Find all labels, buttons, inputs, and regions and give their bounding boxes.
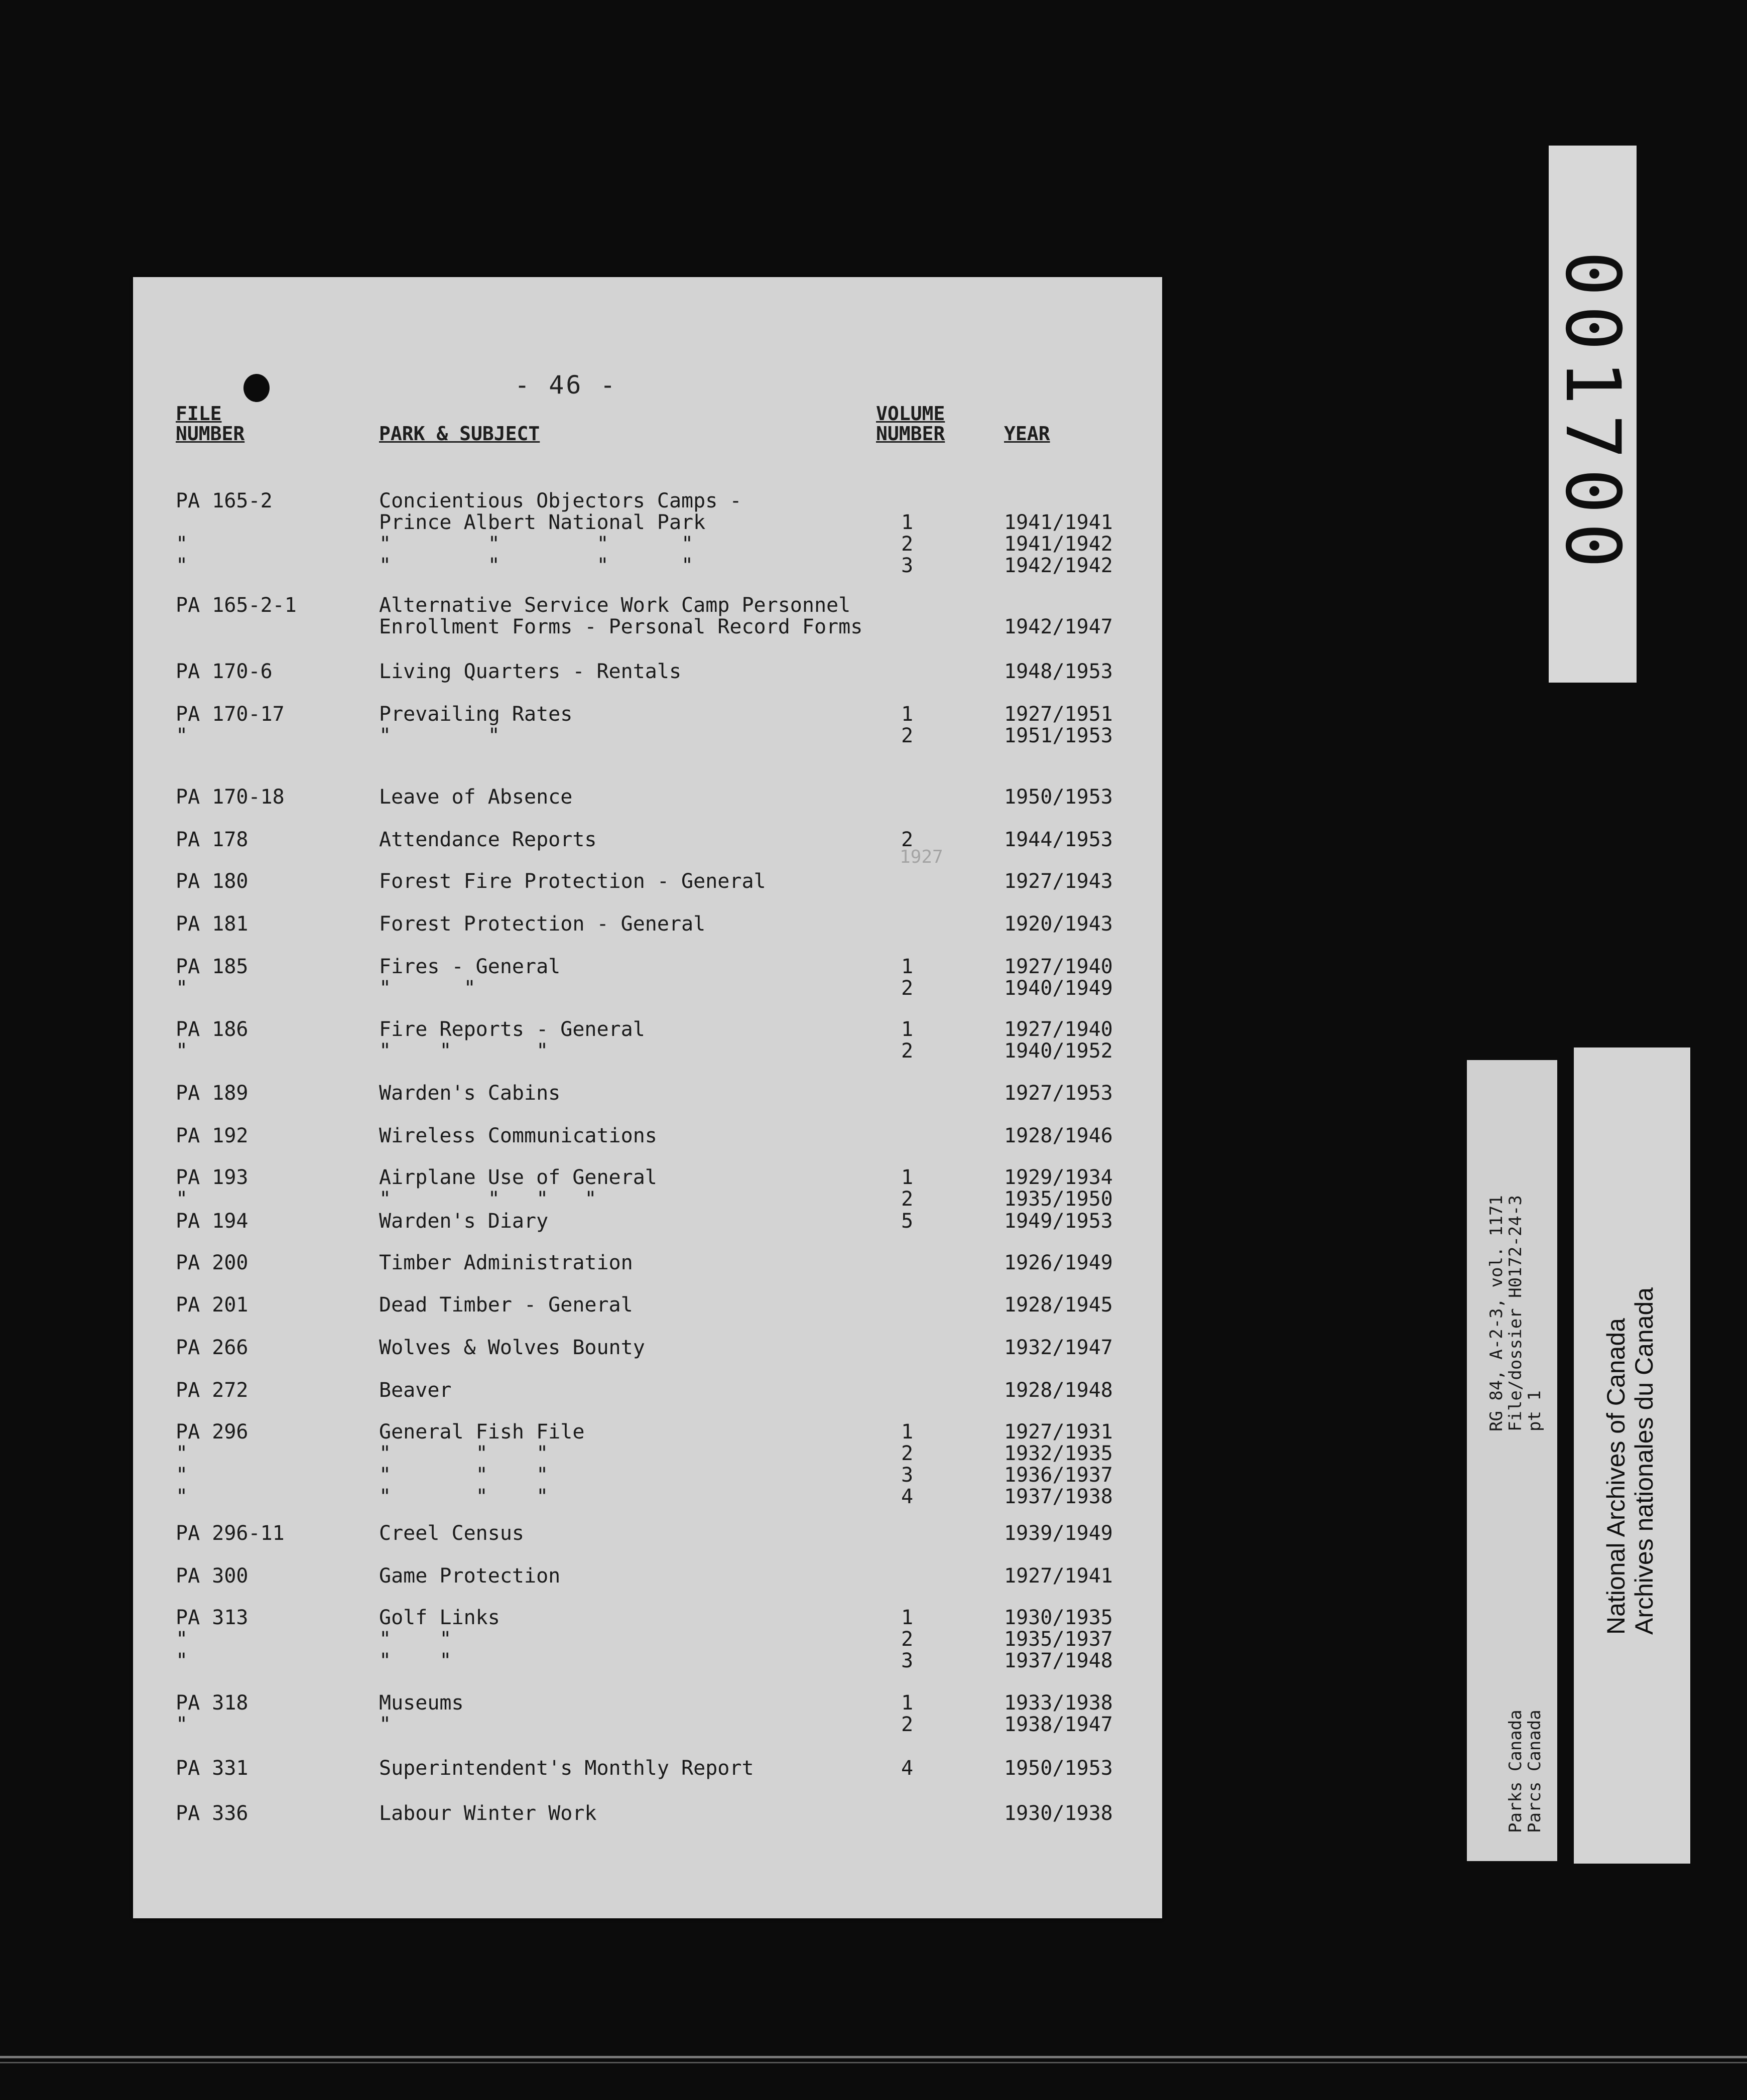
entry-file-line: PA 266 (176, 1336, 248, 1359)
entry-subject-line: Enrollment Forms - Personal Record Forms (379, 615, 863, 638)
entry-subject-line: Leave of Absence (379, 785, 573, 809)
entry-file-line: PA 181 (176, 912, 248, 936)
entry-year-column (1004, 1380, 1113, 1401)
document-page (133, 277, 1162, 1918)
entry-file-column (176, 786, 285, 808)
entry-subject-column (379, 1380, 452, 1401)
entry-subject-line: Superintendent's Monthly Report (379, 1757, 754, 1780)
entry-volume-line: 2 (901, 977, 914, 1000)
entry-year-line: 1927/1940 (1004, 1018, 1113, 1041)
entry-subject-line: " " (379, 1649, 452, 1672)
entry-volume-column (901, 490, 913, 577)
entry-volume-line: 2 (901, 1713, 914, 1736)
entry-volume-line: 1 (901, 1691, 914, 1715)
entry-subject-column (379, 1607, 500, 1672)
entry-subject-column (379, 704, 572, 747)
entry-year-column (1004, 871, 1113, 892)
entry-subject-column (379, 829, 596, 851)
entry-volume-line: 2 (901, 724, 914, 747)
entry-subject-line: " " (379, 977, 476, 1000)
entry-file-column (176, 871, 248, 892)
entry-subject-line: " " " (379, 1442, 549, 1465)
entry-subject-column (379, 1565, 560, 1587)
entry-file-line: PA 201 (176, 1293, 248, 1317)
entry-subject-line: Museums (379, 1691, 464, 1715)
agency-text (1506, 1710, 1544, 1833)
entry-year-column (1004, 1083, 1113, 1104)
faint-bleed-through-text: 1927 (900, 847, 943, 867)
entry-file-column (176, 1337, 248, 1359)
entry-year-line: 1941/1941 (1004, 511, 1113, 534)
frame-number-strip (1549, 146, 1637, 683)
entry-file-column (176, 490, 273, 577)
entry-volume-line: 3 (901, 554, 914, 577)
entry-volume-line: 2 (901, 1188, 914, 1211)
entry-file-column (176, 1211, 248, 1232)
entry-file-line: PA 272 (176, 1379, 248, 1402)
entry-file-column (176, 1607, 248, 1672)
entry-file-column (176, 1523, 285, 1544)
entry-subject-line: Forest Protection - General (379, 912, 706, 936)
entry-volume-column (901, 1692, 913, 1736)
entry-subject-line: Warden's Diary (379, 1210, 549, 1233)
entry-file-line: " (176, 977, 188, 1000)
entry-file-column (176, 829, 248, 851)
entry-subject-line: " " " " (379, 554, 694, 577)
entry-file-line: PA 170-6 (176, 660, 273, 683)
reference-line-3: pt 1 (1525, 1390, 1545, 1431)
entry-file-column (176, 1083, 248, 1104)
entry-file-column (176, 704, 285, 747)
entry-file-line: " (176, 1713, 188, 1736)
entry-volume-column (901, 1167, 913, 1210)
entry-file-line: PA 336 (176, 1802, 248, 1825)
entry-subject-column (379, 1252, 633, 1274)
entry-year-line: 1951/1953 (1004, 724, 1113, 747)
entry-year-line: 1927/1940 (1004, 955, 1113, 978)
entry-subject-column (379, 1421, 584, 1508)
entry-file-line: PA 180 (176, 870, 248, 893)
entry-volume-line: 1 (901, 1420, 914, 1443)
entry-subject-line: " " (379, 1628, 452, 1651)
entry-file-line: " (176, 554, 188, 577)
entry-volume-column (901, 829, 913, 851)
entry-subject-column (379, 490, 741, 577)
entry-file-line: " (176, 1039, 188, 1063)
entry-file-column (176, 913, 248, 935)
entry-year-line: 1935/1950 (1004, 1188, 1113, 1211)
entry-file-line: " (176, 1485, 188, 1508)
agency-line-1: Parks Canada (1506, 1710, 1526, 1833)
entry-file-line: " (176, 1628, 188, 1651)
entry-file-line: PA 189 (176, 1082, 248, 1105)
entry-subject-column (379, 1803, 596, 1824)
entry-year-column (1004, 1421, 1113, 1508)
entry-subject-line: " " " " (379, 1188, 597, 1211)
header-volume-line1: VOLUME (876, 403, 945, 425)
entry-subject-line: " " " " (379, 533, 694, 556)
entry-file-column (176, 1294, 248, 1316)
entry-file-column (176, 1758, 248, 1779)
entry-volume-line: 4 (901, 1485, 914, 1508)
entry-file-column (176, 661, 273, 683)
entry-file-line: PA 313 (176, 1606, 248, 1629)
entry-file-line: PA 193 (176, 1166, 248, 1189)
entry-file-line: PA 296-11 (176, 1522, 285, 1545)
entry-file-line: PA 185 (176, 955, 248, 978)
header-park-subject: PARK & SUBJECT (379, 423, 540, 445)
entry-file-line: PA 165-2-1 (176, 594, 297, 617)
header-year: YEAR (1004, 423, 1050, 445)
entry-year-column (1004, 913, 1113, 935)
entry-file-line: PA 194 (176, 1210, 248, 1233)
entry-subject-column (379, 871, 766, 892)
entry-volume-line: 3 (901, 1464, 914, 1487)
entry-year-column (1004, 1125, 1113, 1147)
entry-file-line: PA 192 (176, 1124, 248, 1147)
entry-year-column (1004, 1337, 1113, 1359)
entry-subject-line: Living Quarters - Rentals (379, 660, 682, 683)
entry-subject-line: " " (379, 724, 500, 747)
entry-file-column (176, 1252, 248, 1274)
entry-file-line: PA 165-2 (176, 489, 273, 512)
entry-year-line: 1930/1935 (1004, 1606, 1113, 1629)
entry-volume-line: 1 (901, 703, 914, 726)
entry-file-line: PA 178 (176, 828, 248, 851)
entry-year-column (1004, 1294, 1113, 1316)
entry-subject-line: Golf Links (379, 1606, 500, 1629)
entry-subject-line: Game Protection (379, 1564, 561, 1588)
entry-subject-line: " " " (379, 1039, 549, 1063)
agency-line-2: Parcs Canada (1525, 1710, 1545, 1833)
entry-file-column (176, 1421, 248, 1508)
entry-volume-column (901, 1421, 913, 1508)
entry-year-line: 1927/1931 (1004, 1420, 1113, 1443)
entry-file-column (176, 1565, 248, 1587)
reference-line-2: File/dossier H0172-24-3 (1506, 1195, 1526, 1431)
entry-subject-line: Concientious Objectors Camps - (379, 489, 742, 512)
entry-year-column (1004, 704, 1113, 747)
entry-subject-line: Timber Administration (379, 1251, 633, 1274)
entry-file-line: PA 200 (176, 1251, 248, 1274)
entry-volume-line: 1 (901, 955, 914, 978)
entry-year-line: 1935/1937 (1004, 1628, 1113, 1651)
entry-year-column (1004, 1252, 1113, 1274)
entry-subject-column (379, 913, 705, 935)
entry-year-column (1004, 490, 1113, 577)
page-number: - 46 - (515, 370, 617, 400)
entry-subject-line: " " " (379, 1485, 549, 1508)
entry-subject-column (379, 786, 572, 808)
entry-file-line (176, 512, 273, 534)
entry-subject-line: General Fish File (379, 1420, 585, 1443)
entry-year-line: 1942/1947 (1004, 615, 1113, 638)
entry-volume-line: 1 (901, 1606, 914, 1629)
entry-year-line: 1928/1946 (1004, 1124, 1113, 1147)
entry-subject-column (379, 1019, 645, 1062)
entry-year-column (1004, 1692, 1113, 1736)
reference-line-1: RG 84, A-2-3, vol. 1171 (1486, 1195, 1507, 1431)
entry-file-line: PA 300 (176, 1564, 248, 1588)
entry-file-column (176, 1167, 248, 1210)
entry-file-column (176, 1692, 248, 1736)
entry-year-column (1004, 1758, 1113, 1779)
entry-subject-line: " (379, 1713, 392, 1736)
entry-year-line: 1948/1953 (1004, 660, 1113, 683)
reference-text (1487, 1195, 1544, 1431)
header-volume-number (876, 404, 945, 444)
entry-file-line: " (176, 724, 188, 747)
film-edge-line (0, 2056, 1747, 2058)
entry-volume-line: 2 (901, 1442, 914, 1465)
entry-year-column (1004, 956, 1113, 999)
entry-file-column (176, 956, 248, 999)
archives-text (1602, 1287, 1658, 1635)
reference-label (1467, 1060, 1557, 1861)
entry-volume-line: 2 (901, 828, 914, 851)
frame-number: 001700 (1549, 251, 1636, 577)
entry-subject-column (379, 956, 560, 999)
entry-year-line: 1933/1938 (1004, 1691, 1113, 1715)
entry-subject-column (379, 1167, 657, 1210)
entry-year-line: 1937/1938 (1004, 1485, 1113, 1508)
entry-year-column (1004, 1211, 1113, 1232)
archives-line-fr: Archives nationales du Canada (1630, 1287, 1658, 1635)
entry-subject-column (379, 595, 862, 638)
entry-year-line: 1944/1953 (1004, 828, 1113, 851)
entry-subject-column (379, 661, 681, 683)
entry-subject-column (379, 1758, 754, 1779)
entry-year-line: 1949/1953 (1004, 1210, 1113, 1233)
entry-file-column (176, 595, 297, 638)
entry-volume-line: 5 (901, 1210, 914, 1233)
entry-year-line: 1932/1947 (1004, 1336, 1113, 1359)
entry-subject-line: Forest Fire Protection - General (379, 870, 766, 893)
entry-volume-column (901, 956, 913, 999)
entry-subject-line: Prevailing Rates (379, 703, 573, 726)
entry-file-column (176, 1803, 248, 1824)
entry-subject-line: Warden's Cabins (379, 1082, 561, 1105)
entry-year-line: 1942/1942 (1004, 554, 1113, 577)
entry-volume-column (901, 1019, 913, 1062)
entry-year-line: 1936/1937 (1004, 1464, 1113, 1487)
entry-year-line: 1937/1948 (1004, 1649, 1113, 1672)
entry-volume-column (901, 1758, 913, 1779)
entry-subject-column (379, 1523, 524, 1544)
entry-subject-line: Airplane Use of General (379, 1166, 657, 1189)
entry-year-line: 1932/1935 (1004, 1442, 1113, 1465)
entry-file-line: " (176, 1442, 188, 1465)
entry-subject-column (379, 1337, 645, 1359)
entry-year-column (1004, 1167, 1113, 1210)
entry-file-line: " (176, 1188, 188, 1211)
punch-hole (243, 374, 270, 402)
entry-year-column (1004, 1803, 1113, 1824)
entry-file-line: PA 318 (176, 1691, 248, 1715)
entry-file-line: PA 331 (176, 1757, 248, 1780)
entry-volume-line: 3 (901, 1649, 914, 1672)
entry-year-line: 1929/1934 (1004, 1166, 1113, 1189)
entry-subject-column (379, 1211, 548, 1232)
entry-subject-line: Attendance Reports (379, 828, 597, 851)
entry-volume-column (901, 1211, 913, 1232)
entry-subject-column (379, 1083, 560, 1104)
entry-year-line: 1928/1948 (1004, 1379, 1113, 1402)
entry-volume-line: 2 (901, 533, 914, 556)
entry-subject-column (379, 1692, 464, 1736)
entry-subject-line: Labour Winter Work (379, 1802, 597, 1825)
entry-year-column (1004, 595, 1113, 638)
entry-volume-line: 4 (901, 1757, 914, 1780)
entry-file-line: PA 170-18 (176, 785, 285, 809)
entry-year-line: 1950/1953 (1004, 785, 1113, 809)
entry-file-line: PA 186 (176, 1018, 248, 1041)
entry-file-line: " (176, 1649, 188, 1672)
entry-volume-line: 2 (901, 1628, 914, 1651)
entry-subject-line: " " " (379, 1464, 549, 1487)
entry-year-line: 1938/1947 (1004, 1713, 1113, 1736)
entry-year-line: 1940/1949 (1004, 977, 1113, 1000)
entry-subject-column (379, 1294, 633, 1316)
archives-label (1574, 1047, 1690, 1864)
entry-subject-line: Creel Census (379, 1522, 524, 1545)
entry-year-line: 1940/1952 (1004, 1039, 1113, 1063)
entry-file-line: " (176, 1464, 188, 1487)
entry-year-column (1004, 1523, 1113, 1544)
entry-file-line: PA 170-17 (176, 703, 285, 726)
entry-year-line: 1927/1951 (1004, 703, 1113, 726)
entry-file-column (176, 1019, 248, 1062)
entry-year-line: 1927/1941 (1004, 1564, 1113, 1588)
entry-year-line: 1939/1949 (1004, 1522, 1113, 1545)
entry-file-column (176, 1380, 248, 1401)
entry-year-column (1004, 786, 1113, 808)
entry-year-column (1004, 661, 1113, 683)
entry-volume-line: 1 (901, 511, 914, 534)
entry-year-line: 1930/1938 (1004, 1802, 1113, 1825)
entry-volume-line: 1 (901, 1018, 914, 1041)
entry-subject-line: Wireless Communications (379, 1124, 657, 1147)
archives-line-en: National Archives of Canada (1602, 1318, 1630, 1635)
entry-subject-line: Beaver (379, 1379, 452, 1402)
entry-file-line: PA 296 (176, 1420, 248, 1443)
entry-subject-line: Fires - General (379, 955, 561, 978)
entry-year-line (1004, 595, 1113, 616)
entry-subject-line: Alternative Service Work Camp Personnel (379, 594, 851, 617)
entry-volume-line: 1 (901, 1166, 914, 1189)
entry-year-column (1004, 829, 1113, 851)
entry-year-column (1004, 1019, 1113, 1062)
entry-year-line: 1941/1942 (1004, 533, 1113, 556)
entry-file-line: " (176, 533, 188, 556)
header-file-line1: FILE (176, 403, 222, 425)
entry-year-line: 1927/1943 (1004, 870, 1113, 893)
entry-year-line: 1950/1953 (1004, 1757, 1113, 1780)
entry-subject-line: Fire Reports - General (379, 1018, 645, 1041)
header-volume-line2: NUMBER (876, 423, 945, 445)
entry-volume-line: 2 (901, 1039, 914, 1063)
entry-volume-column (901, 1607, 913, 1672)
entry-year-line (1004, 490, 1113, 512)
header-file-number (176, 404, 244, 444)
entry-year-column (1004, 1565, 1113, 1587)
entry-subject-line: Dead Timber - General (379, 1293, 633, 1317)
entry-year-line: 1926/1949 (1004, 1251, 1113, 1274)
entry-subject-line: Prince Albert National Park (379, 511, 706, 534)
entry-file-line (176, 616, 297, 638)
entry-subject-column (379, 1125, 657, 1147)
entry-year-line: 1920/1943 (1004, 912, 1113, 936)
entry-year-column (1004, 1607, 1113, 1672)
film-edge-line-2 (0, 2062, 1747, 2063)
entry-year-line: 1927/1953 (1004, 1082, 1113, 1105)
header-file-line2: NUMBER (176, 423, 245, 445)
entry-subject-line: Wolves & Wolves Bounty (379, 1336, 645, 1359)
entry-volume-column (901, 704, 913, 747)
entry-volume-line (901, 490, 913, 512)
entry-year-line: 1928/1945 (1004, 1293, 1113, 1317)
entry-file-column (176, 1125, 248, 1147)
